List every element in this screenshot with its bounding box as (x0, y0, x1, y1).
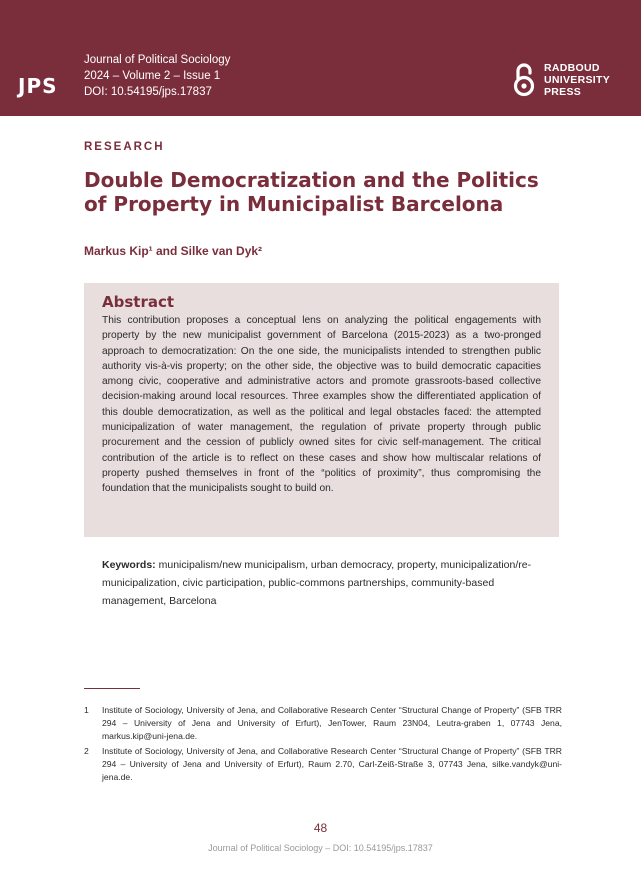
abstract-box (84, 283, 559, 537)
footnote-text: Institute of Sociology, University of Jena, and Collaborative Research Center “Structural Change of Property” (SFB TRR 294 – University of Jena and University of Erfurt), JenTower, Raum 23N04, Leutra-graben 1, 07743 Jena, markus.kip@uni-jena.de. (102, 705, 562, 741)
header-doi[interactable]: DOI: 10.54195/jps.17837 (84, 86, 212, 98)
keywords-label: Keywords: (102, 559, 156, 571)
footnote-divider (84, 688, 140, 689)
publisher-logo (512, 60, 610, 100)
journal-name: Journal of Political Sociology (84, 54, 231, 66)
article-authors: Markus Kip¹ and Silke van Dyk² (84, 244, 263, 258)
jps-logo: JPS (18, 74, 58, 98)
article-title: Double Democratization and the Politics of Property in Municipalist Barcelona (84, 168, 539, 216)
footnote-number: 1 (84, 705, 89, 715)
abstract-text: This contribution proposes a conceptual lens on analyzing the political engagements with property by the new municipalist government of Barcelona (2015-2023) as a two-pronged approach to democratization: On the one side, the municipalists intended to strengthen public authority vis-à-vis property; on the other side, the objective was to build democratic capacities among civic, cooperative and administrative actors and promote grassroots-based collective decision-making around local resources. Three examples show the differentiated application of this double democratization, as well as the political and legal obstacles faced: the attempted municipalization of water management, the regulation of private property through public procurement and the cession of publicly owned sites for civic self-management. The critical contribution of the article is to reflect on these cases and show how multiscalar relations of property pushed themselves in front of the “politics of proximity”, thus compromising the foundation that the municipalists sought to build on. (102, 315, 541, 495)
journal-info (84, 52, 230, 100)
keywords-text: municipalism/new municipalism, urban democracy, property, municipalization/re-municipalization, civic participation, public-commons partnerships, community-based management, Barcelona (102, 559, 532, 607)
publisher-name: RADBOUD UNIVERSITY PRESS (544, 62, 611, 98)
footnote-text: Institute of Sociology, University of Jena, and Collaborative Research Center “Structural Change of Property” (SFB TRR 294 – University of Jena and University of Erfurt), Raum 2.70, Carl-Zeiß-Straße 3, 07743 Jena, silke.vandyk@uni-jena.de. (102, 746, 562, 782)
footnote (84, 704, 562, 743)
section-label: RESEARCH (84, 141, 165, 153)
footnote (84, 745, 562, 784)
open-access-icon (512, 62, 536, 98)
journal-header (0, 0, 641, 116)
footer-journal-doi: Journal of Political Sociology – DOI: 10.54195/jps.17837 (208, 843, 433, 853)
footnotes (84, 704, 562, 786)
keywords (102, 556, 542, 610)
page-number: 48 (313, 821, 328, 835)
abstract-heading: Abstract (102, 293, 175, 311)
volume-issue: 2024 – Volume 2 – Issue 1 (84, 70, 221, 82)
footnote-number: 2 (84, 746, 89, 756)
